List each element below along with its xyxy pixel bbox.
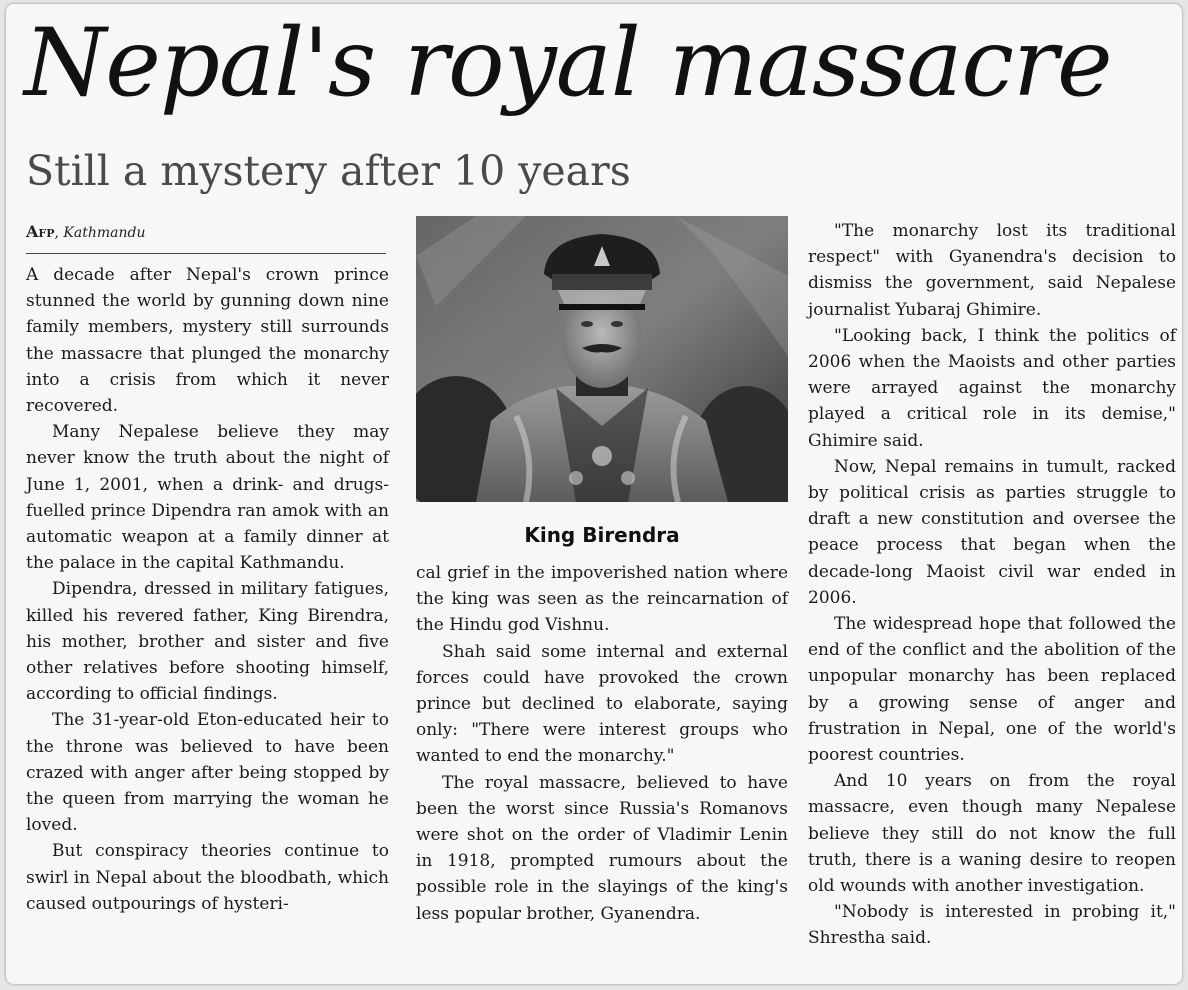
paragraph: Dipendra, dressed in military fatigues, killed his revered father, King Birendra, his mother, brother and sister and five other relatives before shooting himself, according to official findings. [26,579,389,705]
portrait-illustration [416,216,788,502]
paragraph: And 10 years on from the royal massacre, even though many Nepalese believe they still do not know the full truth, there is a waning desire to reopen old wounds with another investigation. [808,771,1176,897]
photo-caption: King Birendra [524,523,680,547]
headline: Nepal's royal massacre [24,9,1112,118]
paragraph: The royal massacre, believed to have been the worst since Russia's Romanovs were shot on the order of Vladimir Lenin in 1918, prompted rumours about the possible role in the slayings of the king's less popular brother, Gyanendra. [416,772,788,924]
paragraph: Many Nepalese believe they may never know the truth about the night of June 1, 2001, when a drink- and drugs-fuelled prince Dipendra ran amok with an automatic weapon at a family dinner at the palace in the capital Kathmandu. [26,422,389,574]
byline-agency: Afp [26,222,55,241]
paragraph: "The monarchy lost its traditional respect" with Gyanendra's decision to dismiss the government, said Nepalese journalist Yubaraj Ghimire. [808,221,1176,320]
paragraph: A decade after Nepal's crown prince stunned the world by gunning down nine family members, mystery still surrounds the massacre that plunged the monarchy into a crisis from which it never recovered. [26,265,389,417]
paragraph: "Looking back, I think the politics of 2006 when the Maoists and other parties were arrayed against the monarchy played a critical role in its demise," Ghimire said. [808,325,1176,451]
subheadline: Still a mystery after 10 years [26,147,631,195]
paragraph: The widespread hope that followed the end of the conflict and the abolition of the unpopular monarchy has been replaced by a growing sense of anger and frustration in Nepal, one of the world's poorest countries. [808,614,1176,766]
newspaper-clipping [6,4,1182,984]
byline [26,222,386,254]
article-column-1 [26,262,389,917]
byline-separator: , [54,225,64,241]
paragraph: But conspiracy theories continue to swirl in Nepal about the bloodbath, which caused outpourings of hysteri- [26,841,389,914]
paragraph: "Nobody is interested in probing it," Shrestha said. [808,902,1176,949]
article-column-3 [808,218,1176,952]
king-birendra-photo [416,216,788,502]
paragraph: Now, Nepal remains in tumult, racked by political crisis as parties struggle to draft a new constitution and oversee the peace process that began when the decade-long Maoist civil war ended in 2006. [808,456,1176,608]
paragraph: The 31-year-old Eton-educated heir to the throne was believed to have been crazed with anger after being stopped by the queen from marrying the woman he loved. [26,710,389,836]
paragraph: Shah said some internal and external forces could have provoked the crown prince but declined to elaborate, saying only: "There were interest groups who wanted to end the monarchy." [416,641,788,767]
byline-location: Kathmandu [63,225,146,241]
paragraph: cal grief in the impoverished nation where the king was seen as the reincarnation of the Hindu god Vishnu. [416,563,788,636]
article-column-2 [416,560,788,927]
